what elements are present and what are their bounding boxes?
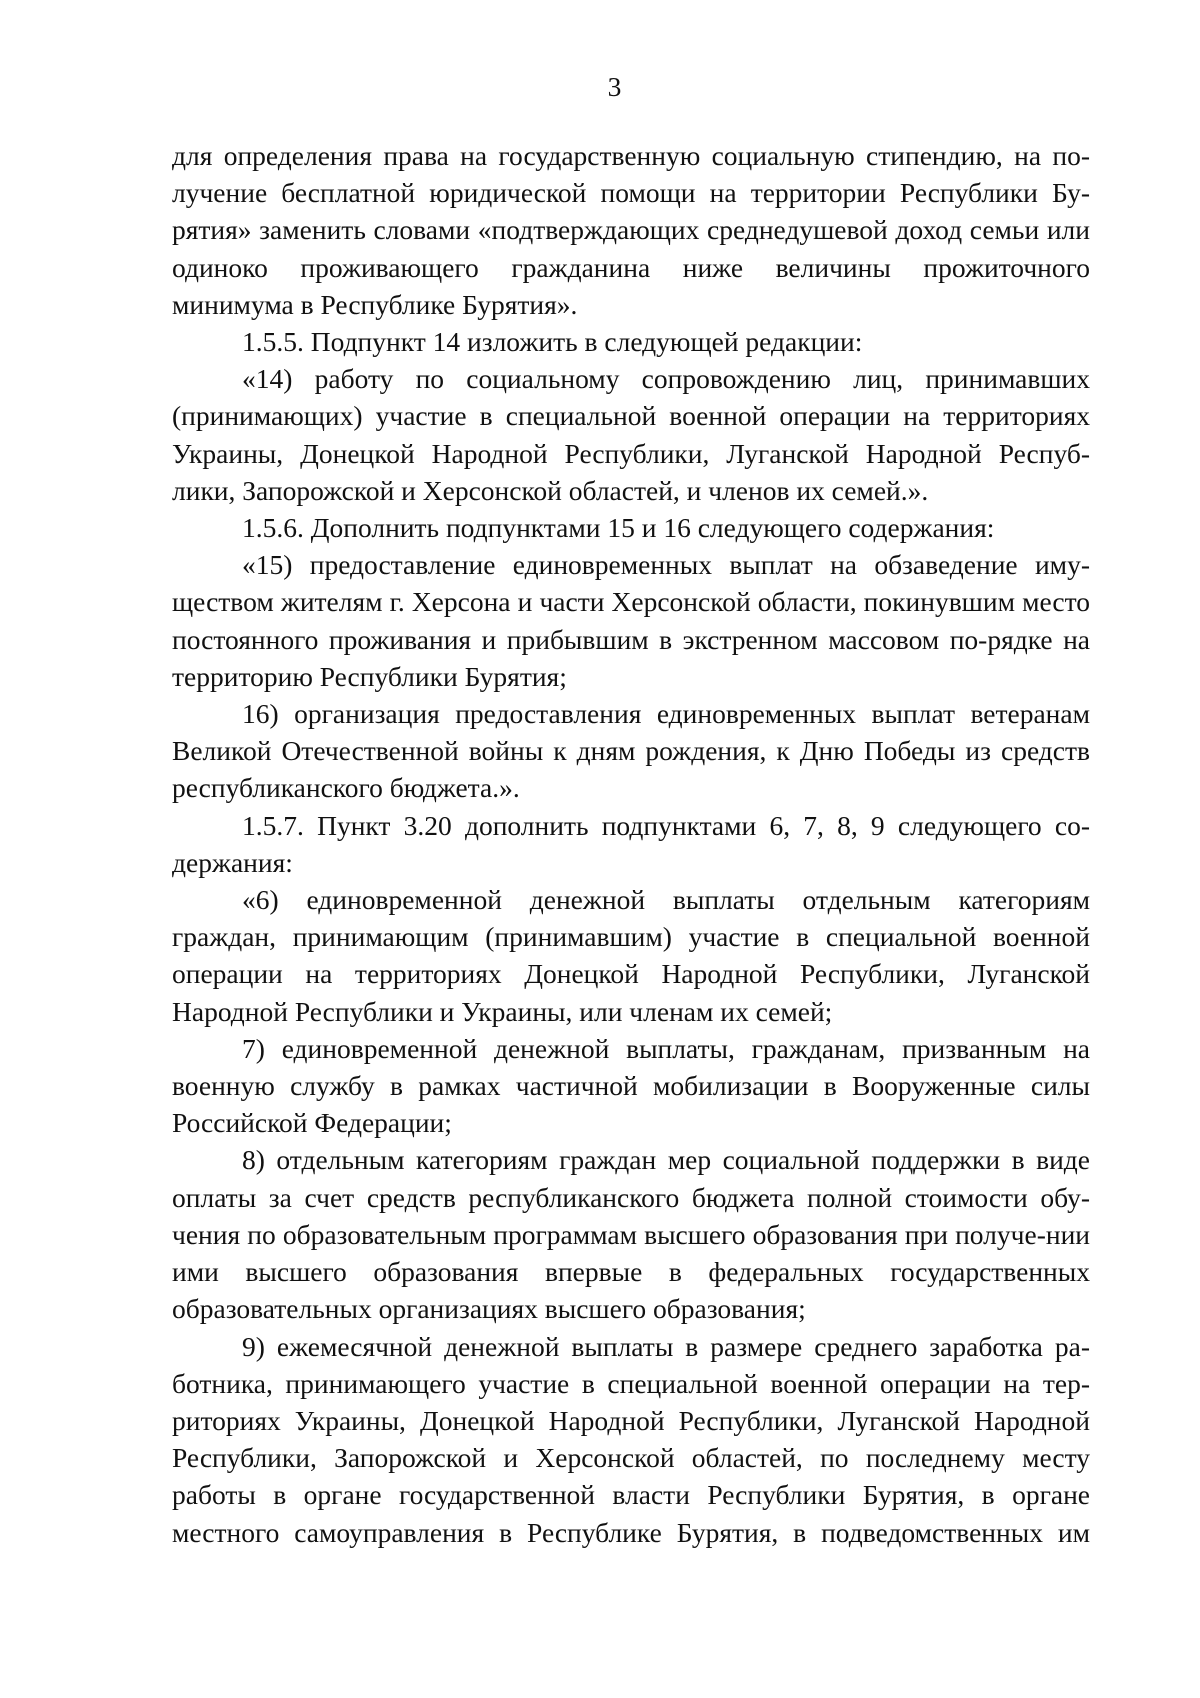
paragraph-subitem-16: 16) организация предоставления единовременных выплат ветеранам Великой Отечественной войны к дням рождения, к Дню Победы из средств республиканского бюджета.». xyxy=(172,698,1090,804)
paragraph-1-5-5: 1.5.5. Подпункт 14 изложить в следующей редакции: xyxy=(242,326,863,358)
page-number: 3 xyxy=(607,71,622,102)
paragraph-subitem-14: «14) работу по социальному сопровождению лиц, принимавших (принимающих) участие в специальной военной операции на территориях Украины, Донецкой Народной Республики, Луганской Народной Респуб-лики, Запорожской и Херсонской областей, и членов их семей.». xyxy=(172,363,1090,506)
document-body xyxy=(172,137,1090,1551)
paragraph-subitem-7: 7) единовременной денежной выплаты, гражданам, призванным на военную службу в рамках частичной мобилизации в Вооруженные силы Российской Федерации; xyxy=(172,1032,1090,1139)
paragraph-subitem-15: «15) предоставление единовременных выплат на обзаведение иму-ществом жителям г. Херсона и части Херсонской области, покинувшим место постоянного проживания и прибывшим в экстренном массовом по-рядке на территорию Республики Бурятия; xyxy=(172,549,1090,692)
paragraph-1-5-6: 1.5.6. Дополнить подпунктами 15 и 16 следующего содержания: xyxy=(242,512,995,544)
paragraph-subitem-9: 9) ежемесячной денежной выплаты в размере среднего заработка ра-ботника, принимающего участие в специальной военной операции на тер-риториях Украины, Донецкой Народной Республики, Луганской Народной Республики, Запорожской и Херсонской областей, по последнему месту работы в органе государственной власти Республики Бурятия, в органе местного самоуправления в Республике Бурятия, в подведомственных им xyxy=(172,1330,1090,1548)
paragraph-continuation: для определения права на государственную социальную стипендию, на по-лучение бесплатной юридической помощи на территории Республики Бу-рятия» заменить словами «подтверждающих среднедушевой доход семьи или одиноко проживающего гражданина ниже величины прожиточного минимума в Республике Бурятия». xyxy=(172,140,1090,320)
paragraph-1-5-7: 1.5.7. Пункт 3.20 дополнить подпунктами 6, 7, 8, 9 следующего со-держания: xyxy=(172,809,1090,878)
paragraph-subitem-6: «6) единовременной денежной выплаты отдельным категориям граждан, принимающим (принимавшим) участие в специальной военной операции на территориях Донецкой Народной Республики, Луганской Народной Республики и Украины, или членам их семей; xyxy=(172,884,1090,1027)
paragraph-subitem-8: 8) отдельным категориям граждан мер социальной поддержки в виде оплаты за счет средств республиканского бюджета полной стоимости обу-чения по образовательным программам высшего образования при получе-нии ими высшего образования впервые в федеральных государственных образовательных организациях высшего образования; xyxy=(172,1144,1090,1325)
